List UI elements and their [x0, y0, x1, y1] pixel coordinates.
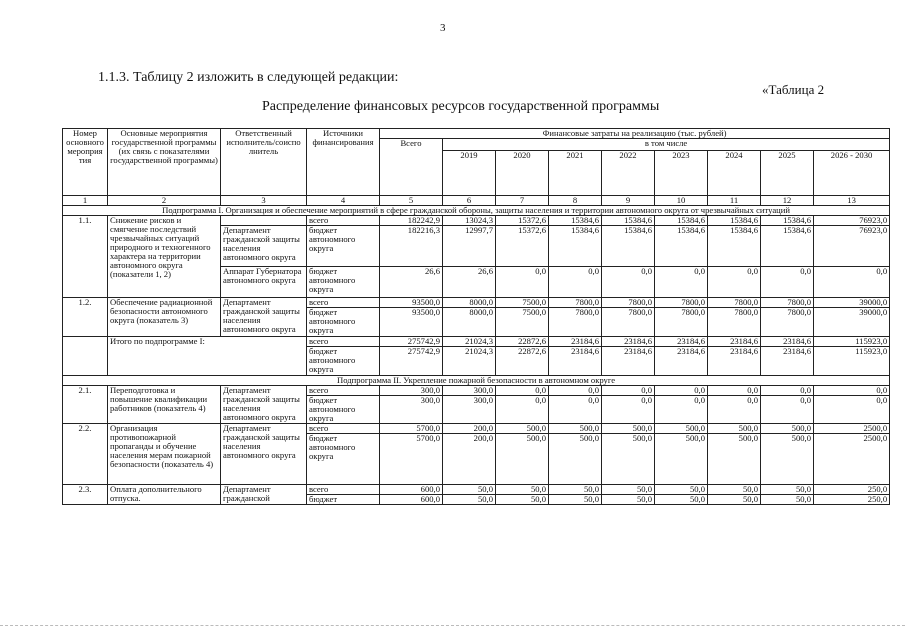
col-number: 7: [496, 196, 549, 206]
value-cell: 0,0: [814, 396, 890, 424]
value-cell: 50,0: [443, 495, 496, 505]
financial-table: [62, 128, 890, 505]
col-number: 8: [549, 196, 602, 206]
value-cell: 2500,0: [814, 434, 890, 485]
value-cell: 8000,0: [443, 308, 496, 337]
value-cell: 0,0: [602, 396, 655, 424]
value-cell: 0,0: [496, 386, 549, 396]
year-header: 2020: [496, 151, 549, 196]
value-cell: 0,0: [655, 386, 708, 396]
executor-cell: Департамент гражданской: [221, 485, 307, 505]
subprogram-2-title: Подпрограмма II. Укрепление пожарной безопасности в автономном округе: [63, 376, 890, 386]
value-cell: 0,0: [761, 386, 814, 396]
header-row: [63, 129, 890, 139]
year-header: 2022: [602, 151, 655, 196]
col-number: 6: [443, 196, 496, 206]
source-cell: всего: [307, 485, 380, 495]
subtotal-label: Итого по подпрограмме I:: [108, 337, 307, 376]
value-cell: 0,0: [708, 267, 761, 298]
value-cell: 15384,6: [655, 226, 708, 267]
value-cell: 7800,0: [602, 298, 655, 308]
value-cell: 5700,0: [380, 424, 443, 434]
col-header-sources: Источники финансирования: [307, 129, 380, 196]
row-number: 2.3.: [63, 485, 108, 505]
value-cell: 23184,6: [655, 347, 708, 376]
measure-name: Переподготовка и повышение квалификации работников (показатель 4): [108, 386, 221, 424]
year-header: 2019: [443, 151, 496, 196]
row-number: 2.2.: [63, 424, 108, 485]
value-cell: 500,0: [655, 434, 708, 485]
section-row: [63, 376, 890, 386]
value-cell: 23184,6: [708, 337, 761, 347]
year-header: 2021: [549, 151, 602, 196]
value-cell: 15384,6: [708, 226, 761, 267]
value-cell: 50,0: [602, 495, 655, 505]
value-cell: 76923,0: [814, 226, 890, 267]
value-cell: 7800,0: [761, 308, 814, 337]
measure-name: Обеспечение радиационной безопасности автономного округа (показатель 3): [108, 298, 221, 337]
source-cell: всего: [307, 298, 380, 308]
value-cell: 23184,6: [602, 347, 655, 376]
value-cell: 26,6: [443, 267, 496, 298]
source-cell: бюджет автономного округа: [307, 347, 380, 376]
value-cell: 7800,0: [655, 308, 708, 337]
value-cell: 0,0: [814, 267, 890, 298]
value-cell: 0,0: [761, 267, 814, 298]
value-cell: 50,0: [708, 495, 761, 505]
value-cell: 50,0: [496, 485, 549, 495]
value-cell: 182216,3: [380, 226, 443, 267]
value-cell: 182242,9: [380, 216, 443, 226]
value-cell: 15372,6: [496, 216, 549, 226]
col-header-financing: Финансовые затраты на реализацию (тыс. рублей): [380, 129, 890, 139]
source-cell: всего: [307, 216, 380, 226]
source-cell: бюджет автономного округа: [307, 226, 380, 267]
value-cell: 12997,7: [443, 226, 496, 267]
executor-cell: Департамент гражданской защиты населения автономного округа: [221, 424, 307, 485]
value-cell: 275742,9: [380, 347, 443, 376]
table-row: [63, 216, 890, 226]
value-cell: 500,0: [602, 434, 655, 485]
source-cell: бюджет автономного округа: [307, 308, 380, 337]
value-cell: 7800,0: [761, 298, 814, 308]
measure-name: Оплата дополнительного отпуска.: [108, 485, 221, 505]
year-header: 2026 - 2030: [814, 151, 890, 196]
value-cell: 15384,6: [655, 216, 708, 226]
value-cell: 0,0: [549, 386, 602, 396]
value-cell: 500,0: [496, 424, 549, 434]
value-cell: 500,0: [496, 434, 549, 485]
value-cell: 600,0: [380, 485, 443, 495]
value-cell: 7500,0: [496, 298, 549, 308]
value-cell: 500,0: [549, 434, 602, 485]
value-cell: 7800,0: [708, 298, 761, 308]
value-cell: 23184,6: [655, 337, 708, 347]
value-cell: 50,0: [602, 485, 655, 495]
col-number: 10: [655, 196, 708, 206]
value-cell: 500,0: [549, 424, 602, 434]
value-cell: 15384,6: [761, 216, 814, 226]
executor-cell: Департамент гражданской защиты населения автономного округа: [221, 386, 307, 424]
source-cell: всего: [307, 337, 380, 347]
value-cell: 7800,0: [549, 298, 602, 308]
col-number: 2: [108, 196, 221, 206]
table-label: «Таблица 2: [762, 82, 825, 97]
col-number: 3: [221, 196, 307, 206]
value-cell: 0,0: [655, 267, 708, 298]
value-cell: 50,0: [708, 485, 761, 495]
value-cell: 7800,0: [549, 308, 602, 337]
amendment-heading: 1.1.3. Таблицу 2 изложить в следующей редакции:: [98, 70, 399, 85]
value-cell: 0,0: [602, 267, 655, 298]
col-number: 13: [814, 196, 890, 206]
table-row: [63, 298, 890, 308]
value-cell: 15384,6: [602, 226, 655, 267]
source-cell: бюджет автономного округа: [307, 396, 380, 424]
col-number: 1: [63, 196, 108, 206]
row-number: 1.2.: [63, 298, 108, 337]
value-cell: 0,0: [496, 396, 549, 424]
value-cell: 600,0: [380, 495, 443, 505]
source-cell: бюджет автономного округа: [307, 267, 380, 298]
value-cell: 23184,6: [761, 347, 814, 376]
value-cell: 93500,0: [380, 298, 443, 308]
table-row: [63, 337, 890, 347]
value-cell: 250,0: [814, 495, 890, 505]
col-number: 4: [307, 196, 380, 206]
col-header-including: в том числе: [443, 139, 890, 151]
value-cell: 115923,0: [814, 337, 890, 347]
page-number: 3: [440, 22, 446, 34]
value-cell: 500,0: [761, 434, 814, 485]
source-cell: всего: [307, 424, 380, 434]
value-cell: 22872,6: [496, 347, 549, 376]
value-cell: 200,0: [443, 424, 496, 434]
value-cell: 21024,3: [443, 337, 496, 347]
value-cell: 26,6: [380, 267, 443, 298]
table-row: [63, 386, 890, 396]
value-cell: 0,0: [814, 386, 890, 396]
value-cell: 7500,0: [496, 308, 549, 337]
value-cell: 0,0: [549, 396, 602, 424]
row-number: [63, 337, 108, 376]
value-cell: 8000,0: [443, 298, 496, 308]
value-cell: 200,0: [443, 434, 496, 485]
source-cell: всего: [307, 386, 380, 396]
value-cell: 7800,0: [602, 308, 655, 337]
value-cell: 300,0: [380, 396, 443, 424]
value-cell: 0,0: [496, 267, 549, 298]
value-cell: 15372,6: [496, 226, 549, 267]
section-row: [63, 206, 890, 216]
value-cell: 39000,0: [814, 298, 890, 308]
value-cell: 500,0: [602, 424, 655, 434]
value-cell: 15384,6: [549, 226, 602, 267]
col-header-executor: Ответственный исполнитель/соиспо лнитель: [221, 129, 307, 196]
scan-edge-line: [0, 625, 905, 627]
value-cell: 23184,6: [761, 337, 814, 347]
value-cell: 23184,6: [549, 337, 602, 347]
value-cell: 300,0: [380, 386, 443, 396]
value-cell: 275742,9: [380, 337, 443, 347]
value-cell: 500,0: [708, 434, 761, 485]
value-cell: 2500,0: [814, 424, 890, 434]
executor-cell: [221, 216, 307, 226]
value-cell: 50,0: [761, 495, 814, 505]
source-cell: бюджет автономного округа: [307, 434, 380, 485]
col-number: 9: [602, 196, 655, 206]
value-cell: 0,0: [655, 396, 708, 424]
col-header-measures: Основные мероприятия государственной программы (их связь с показателями государственной программы): [108, 129, 221, 196]
table-row: [63, 485, 890, 495]
value-cell: 93500,0: [380, 308, 443, 337]
value-cell: 0,0: [761, 396, 814, 424]
value-cell: 15384,6: [549, 216, 602, 226]
value-cell: 22872,6: [496, 337, 549, 347]
value-cell: 7800,0: [708, 308, 761, 337]
value-cell: 15384,6: [761, 226, 814, 267]
value-cell: 0,0: [549, 267, 602, 298]
value-cell: 21024,3: [443, 347, 496, 376]
value-cell: 23184,6: [602, 337, 655, 347]
year-header: 2024: [708, 151, 761, 196]
table-title: Распределение финансовых ресурсов государственной программы: [262, 99, 660, 114]
value-cell: 13024,3: [443, 216, 496, 226]
col-header-total: Всего: [380, 139, 443, 196]
year-header: 2025: [761, 151, 814, 196]
col-number: 5: [380, 196, 443, 206]
col-number: 11: [708, 196, 761, 206]
value-cell: 500,0: [761, 424, 814, 434]
value-cell: 50,0: [655, 495, 708, 505]
value-cell: 50,0: [549, 495, 602, 505]
row-number: 2.1.: [63, 386, 108, 424]
value-cell: 15384,6: [708, 216, 761, 226]
measure-name: Снижение рисков и смягчение последствий чрезвычайных ситуаций природного и техногенного характера на территории автономного округа (показатели 1, 2): [108, 216, 221, 298]
value-cell: 0,0: [708, 396, 761, 424]
value-cell: 500,0: [708, 424, 761, 434]
col-number: 12: [761, 196, 814, 206]
value-cell: 0,0: [602, 386, 655, 396]
measure-name: Организация противопожарной пропаганды и обучение населения мерам пожарной безопасности (показатель 4): [108, 424, 221, 485]
column-number-row: [63, 196, 890, 206]
value-cell: 250,0: [814, 485, 890, 495]
value-cell: 500,0: [655, 424, 708, 434]
value-cell: 50,0: [655, 485, 708, 495]
value-cell: 50,0: [549, 485, 602, 495]
subprogram-1-title: Подпрограмма I. Организация и обеспечение мероприятий в сфере гражданской обороны, защиты населения и территории автономного округа от чрезвычайных ситуаций: [63, 206, 890, 216]
value-cell: 115923,0: [814, 347, 890, 376]
value-cell: 7800,0: [655, 298, 708, 308]
value-cell: 76923,0: [814, 216, 890, 226]
executor-cell: Департамент гражданской защиты населения автономного округа: [221, 298, 307, 337]
source-cell: бюджет: [307, 495, 380, 505]
executor-cell: Департамент гражданской защиты населения автономного округа: [221, 226, 307, 267]
value-cell: 23184,6: [549, 347, 602, 376]
year-header: 2023: [655, 151, 708, 196]
col-header-num: Номер основного мероприя тия: [63, 129, 108, 196]
value-cell: 50,0: [443, 485, 496, 495]
value-cell: 50,0: [496, 495, 549, 505]
table-row: [63, 424, 890, 434]
value-cell: 23184,6: [708, 347, 761, 376]
value-cell: 39000,0: [814, 308, 890, 337]
value-cell: 5700,0: [380, 434, 443, 485]
executor-cell: Аппарат Губернатора автономного округа: [221, 267, 307, 298]
value-cell: 300,0: [443, 396, 496, 424]
value-cell: 50,0: [761, 485, 814, 495]
value-cell: 0,0: [708, 386, 761, 396]
row-number: 1.1.: [63, 216, 108, 298]
value-cell: 15384,6: [602, 216, 655, 226]
value-cell: 300,0: [443, 386, 496, 396]
